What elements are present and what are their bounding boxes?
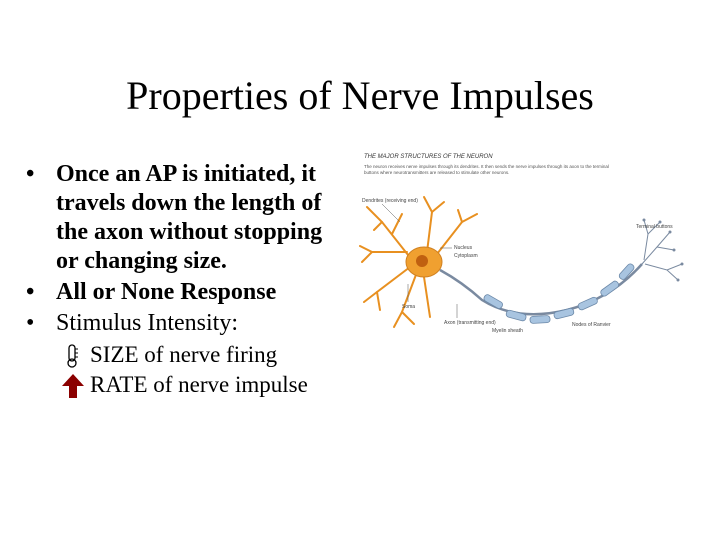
bullet-text: All or None Response — [56, 279, 277, 305]
bullet-text: Stimulus Intensity: — [56, 310, 239, 336]
label-soma: Soma — [402, 304, 416, 310]
sub-bullet-rate — [26, 370, 346, 400]
bullet-stimulus-intensity — [26, 309, 346, 338]
label-nucleus: Nucleus — [454, 245, 473, 251]
bullet-marker: • — [26, 161, 35, 187]
bullet-all-or-none — [26, 278, 346, 307]
figure-caption: The neuron receives nerve impulses through its dendrites. It then sends the nerve impulses through its axon to the terminal buttons where neurotransmitters are released to stimulate other neurons. — [364, 164, 609, 175]
neuron-diagram — [352, 152, 692, 342]
label-myelin: Myelin sheath — [492, 328, 523, 334]
bullet-ap-travels — [26, 160, 346, 276]
sub-bullet-size — [26, 340, 346, 370]
sub-bullet-text: RATE of nerve impulse — [90, 372, 308, 397]
myelin-sheath — [483, 263, 635, 324]
slide-title: Properties of Nerve Impulses — [126, 73, 594, 118]
bullet-list — [26, 160, 346, 400]
nucleus — [416, 255, 428, 267]
neuron-illustration — [352, 152, 692, 342]
label-dendrites: Dendrites (receiving end) — [362, 198, 418, 204]
bullet-text: Once an AP is initiated, it travels down the length of the axon without stopping or changing size. — [56, 161, 323, 274]
label-cytoplasm: Cytoplasm — [454, 253, 478, 259]
label-nodes: Nodes of Ranvier — [572, 322, 611, 328]
up-arrow-icon — [60, 373, 86, 399]
thermometer-icon — [60, 343, 86, 369]
sub-bullet-text: SIZE of nerve firing — [90, 342, 278, 367]
label-terminal: Terminal buttons — [636, 224, 673, 230]
figure-title: THE MAJOR STRUCTURES OF THE NEURON — [364, 154, 493, 160]
bullet-marker: • — [26, 279, 35, 305]
label-axon: Axon (transmitting end) — [444, 320, 496, 326]
bullet-marker: • — [26, 310, 35, 336]
